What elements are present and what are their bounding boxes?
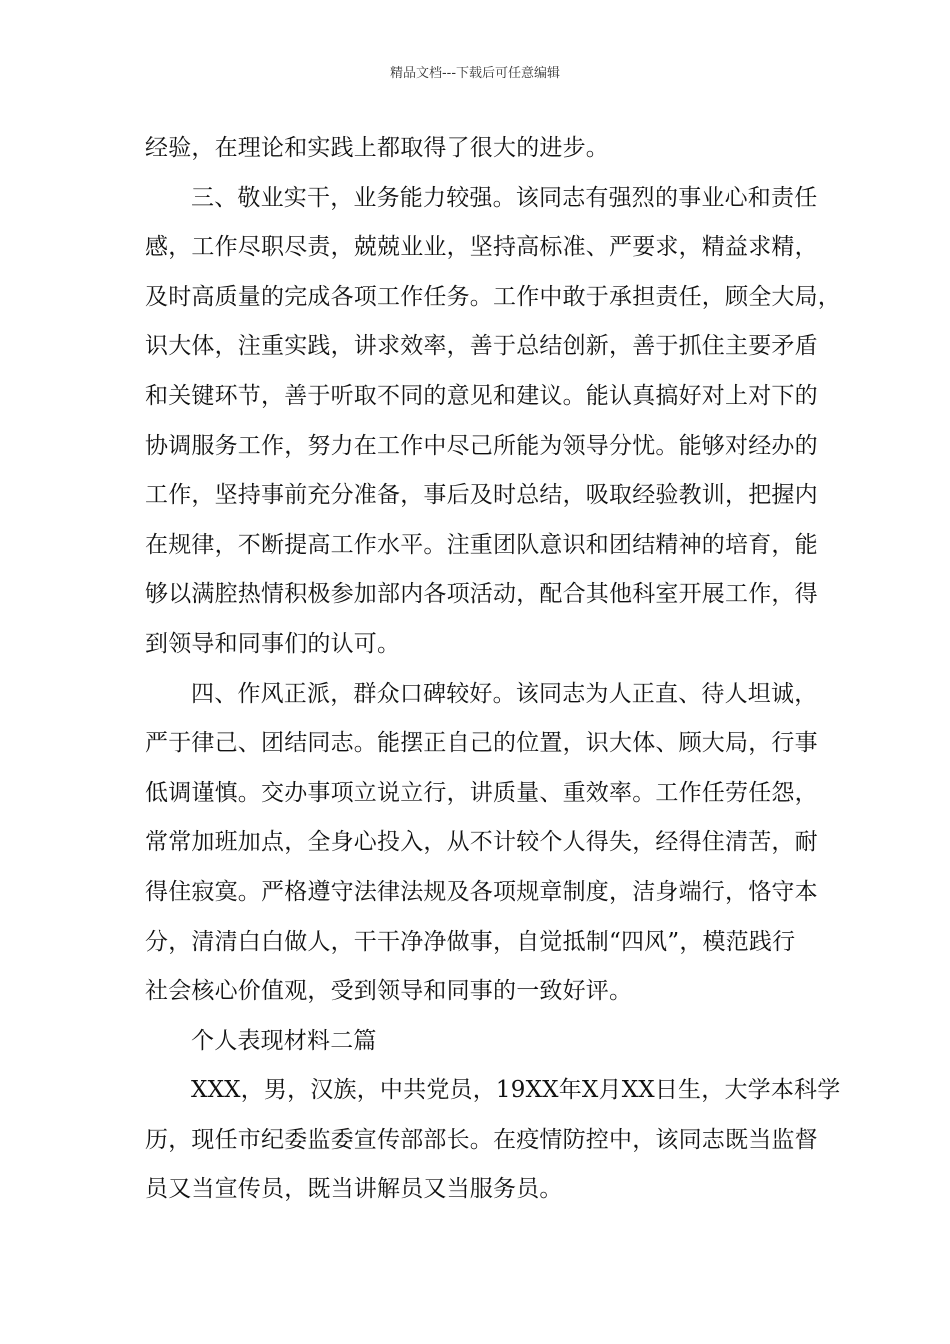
section-heading: 个人表现材料二篇 [191, 1027, 377, 1054]
text-line: 三、敬业实干，业务能力较强。该同志有强烈的事业心和责任 [191, 184, 818, 211]
text-line: 历，现任市纪委监委宣传部部长。在疫情防控中，该同志既当监督 [145, 1126, 818, 1153]
text-line: 识大体，注重实践，讲求效率，善于总结创新，善于抓住主要矛盾 [145, 333, 818, 360]
text-line: 及时高质量的完成各项工作任务。工作中敢于承担责任，顾全大局， [145, 283, 841, 310]
text-line: 协调服务工作，努力在工作中尽己所能为领导分忧。能够对经办的 [145, 432, 818, 459]
text-line: 和关键环节，善于听取不同的意见和建议。能认真搞好对上对下的 [145, 382, 818, 409]
text-line: 感，工作尽职尽责，兢兢业业，坚持高标准、严要求，精益求精， [145, 234, 818, 261]
text-line: 在规律，不断提高工作水平。注重团队意识和团结精神的培育，能 [145, 531, 818, 558]
text-line: 员又当宣传员，既当讲解员又当服务员。 [145, 1176, 563, 1203]
text-line: 到领导和同事们的认可。 [145, 630, 401, 657]
text-line: 严于律己、团结同志。能摆正自己的位置，识大体、顾大局，行事 [145, 730, 818, 757]
text-line: 社会核心价值观，受到领导和同事的一致好评。 [145, 978, 633, 1005]
document-body [145, 124, 841, 1215]
text-line: 分，清清白白做人，干干净净做事，自觉抵制“四风”，模范践行 [145, 928, 796, 955]
text-line: XXX，男，汉族，中共党员，19XX年X月XX日生，大学本科学 [191, 1077, 841, 1104]
text-line: 工作，坚持事前充分准备，事后及时总结，吸取经验教训，把握内 [145, 482, 818, 509]
text-line: 低调谨慎。交办事项立说立行，讲质量、重效率。工作任劳任怨， [145, 779, 818, 806]
text-line: 四、作风正派，群众口碑较好。该同志为人正直、待人坦诚， [191, 680, 818, 707]
text-line: 够以满腔热情积极参加部内各项活动，配合其他科室开展工作，得 [145, 581, 818, 608]
text-line: 得住寂寞。严格遵守法律法规及各项规章制度，洁身端行，恪守本 [145, 878, 818, 905]
page-header: 精品文档---下载后可任意编辑 [389, 66, 561, 81]
text-line: 常常加班加点，全身心投入，从不计较个人得失，经得住清苦，耐 [145, 829, 818, 856]
text-line: 经验，在理论和实践上都取得了很大的进步。 [145, 135, 609, 161]
